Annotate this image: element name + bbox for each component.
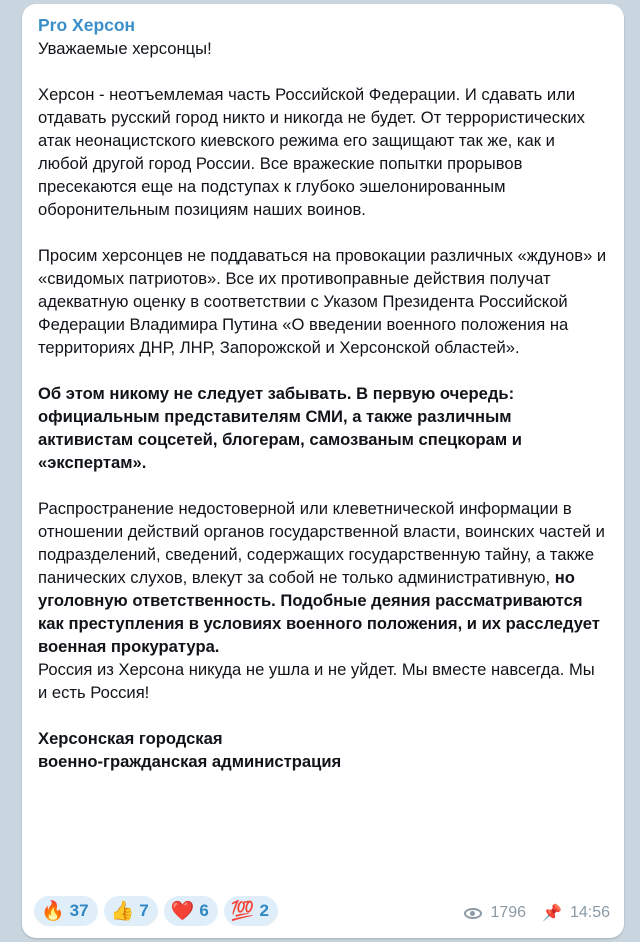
reaction-hundred[interactable] bbox=[224, 896, 278, 926]
paragraph-3-bold: Об этом никому не следует забывать. В первую очередь: официальным представителям СМИ, а также различным активистам соцсетей, блогерам, самозваным спецкорам и «экспертам». bbox=[38, 384, 522, 472]
paragraph-3 bbox=[38, 382, 608, 474]
reaction-count: 7 bbox=[139, 901, 149, 920]
thumbs-up-icon: 👍 bbox=[110, 900, 135, 922]
paragraph-4-regular: Распространение недостоверной или клеветнической информации в отношении действий органов государственной власти, воинских частей и подразделений, сведений, содержащих государственную тайну, а также панических слухов, влекут за собой не только административную, bbox=[38, 499, 605, 587]
reaction-count: 37 bbox=[69, 901, 89, 920]
signature-line-2: военно-гражданская администрация bbox=[38, 752, 342, 771]
paragraph-5: Россия из Херсона никуда не ушла и не уйдет. Мы вместе навсегда. Мы и есть Россия! bbox=[38, 660, 595, 702]
message-footer bbox=[34, 896, 614, 930]
pin-icon: 📌 bbox=[542, 905, 562, 922]
eye-icon bbox=[464, 908, 482, 919]
signature-line-1: Херсонская городская bbox=[38, 729, 223, 748]
paragraph-1: Херсон - неотъемлемая часть Российской Федерации. И сдавать или отдавать русский город никто и никогда не будет. От террористических атак неонацистского киевского режима его защищают так же, как и любой другой город России. Все вражеские попытки прорывов пресекаются еще на подступах к глубоко эшелонированным оборонительным позициям наших воинов. bbox=[38, 85, 585, 219]
greeting: Уважаемые херсонцы! bbox=[38, 39, 212, 58]
channel-name[interactable]: Pro Херсон bbox=[38, 15, 136, 35]
view-count: 1796 bbox=[490, 904, 527, 921]
reaction-count: 6 bbox=[199, 901, 209, 920]
reaction-thumbs-up[interactable] bbox=[104, 896, 158, 926]
message-text bbox=[38, 37, 608, 773]
reaction-heart[interactable] bbox=[164, 896, 218, 926]
reaction-count: 2 bbox=[259, 901, 270, 920]
fire-icon: 🔥 bbox=[41, 900, 65, 922]
reaction-fire[interactable] bbox=[34, 896, 98, 926]
paragraph-4 bbox=[38, 497, 608, 658]
message-bubble bbox=[22, 4, 624, 938]
message-meta bbox=[464, 903, 610, 923]
hundred-icon: 💯 bbox=[230, 900, 255, 922]
message-time: 14:56 bbox=[569, 904, 610, 921]
paragraph-2: Просим херсонцев не поддаваться на провокации различных «ждунов» и «свидомых патриотов». Все их противоправные действия получат адекватную оценку в соответствии с Указом Президента Российской Федерации Владимира Путина «О введении военного положения на территориях ДНР, ЛНР, Запорожской и Херсонской областей». bbox=[38, 246, 607, 357]
paragraph-4-bold: но уголовную ответственность. Подобные деяния рассматриваются как преступления в условиях военного положения, и их расследует военная прокуратура. bbox=[38, 568, 600, 656]
reactions-bar bbox=[34, 896, 278, 926]
heart-icon: ❤️ bbox=[170, 900, 195, 922]
